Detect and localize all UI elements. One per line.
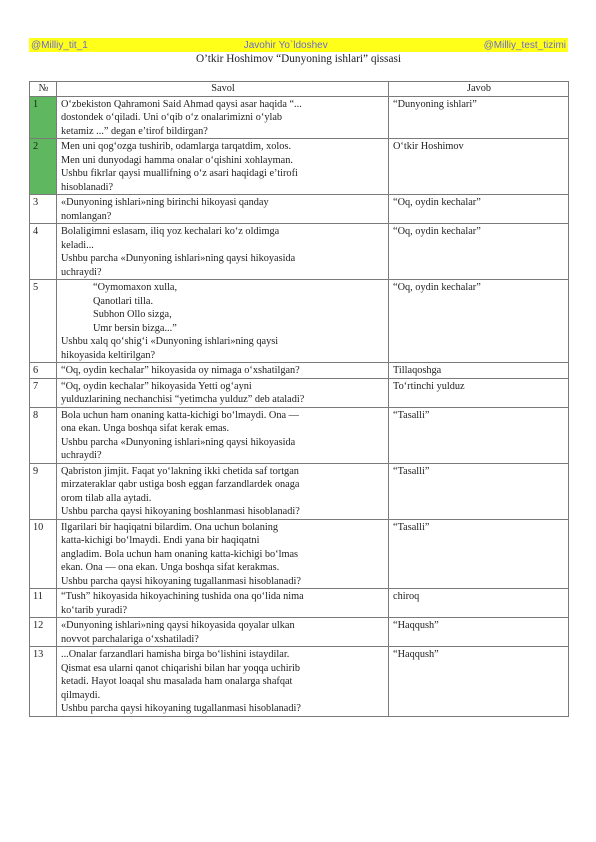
question-line: Ushbu fikrlar qaysi muallifning o‘z asari haqidagi e’tirofi (61, 168, 298, 179)
question-line: Ilgarilari bir haqiqatni bilardim. Ona uchun bolaning (61, 521, 279, 533)
question-cell (57, 224, 389, 280)
question-line: ketadi. Hayot loaqal shu masalada ham onalarga shafqat (61, 676, 293, 687)
question-line: uchraydi? (61, 450, 102, 461)
answer-cell: Tillaqoshga (389, 363, 569, 379)
question-line: uchraydi? (61, 266, 102, 278)
question-line: nomlangan? (61, 210, 112, 222)
question-line: qilmaydi. (61, 689, 101, 701)
question-line: novvot parchalariga o‘xshatiladi? (61, 633, 199, 645)
table-row (30, 407, 569, 463)
question-line: Qabriston jimjit. Faqat yo‘lakning ikki chetida saf tortgan (61, 465, 299, 477)
row-number: 12 (30, 618, 57, 647)
answer-cell: “Haqqush” (389, 618, 569, 647)
question-cell (57, 139, 389, 195)
question-line: Ushbu parcha «Dunyoning ishlari»ning qaysi hikoyasida (61, 436, 296, 448)
question-line: orom tilab alla aytadi. (61, 492, 152, 504)
answer-cell: “Haqqush” (389, 647, 569, 717)
page-title: O’tkir Hoshimov “Dunyoning ishlari” qissasi (195, 53, 401, 65)
row-number: 3 (30, 195, 57, 224)
question-line: “Oymomaxon xulla, (93, 282, 178, 293)
row-number: 5 (30, 280, 57, 363)
table-row (30, 280, 569, 363)
answer-cell: chiroq (389, 589, 569, 618)
row-number: 13 (30, 647, 57, 717)
answer-cell: “Dunyoning ishlari” (389, 96, 569, 139)
question-line: mirzateraklar qabr ustiga bosh eggan farzandlardek onaga (61, 479, 300, 490)
question-line: Ushbu parcha qaysi hikoyaning boshlanmasi hisoblanadi? (61, 506, 300, 517)
table-header-row (30, 82, 569, 97)
question-cell (57, 407, 389, 463)
row-number: 11 (30, 589, 57, 618)
question-cell (57, 618, 389, 647)
row-number: 6 (30, 363, 57, 379)
question-line: ona ekan. Unga boshqa sifat kerak emas. (61, 423, 230, 434)
answer-cell: “Tasalli” (389, 519, 569, 589)
question-line: Men uni qog‘ozga tushirib, odamlarga tarqatdim, xolos. (61, 141, 292, 152)
table-row (30, 96, 569, 139)
row-number: 2 (30, 139, 57, 195)
question-line: Qismat esa ularni qanot chiqarishi bilan har yoqqa uchirib (61, 662, 301, 674)
answer-cell: “Oq, oydin kechalar” (389, 195, 569, 224)
answer-cell: “Tasalli” (389, 463, 569, 519)
column-header-number: № (30, 82, 57, 97)
question-line: ketamiz ...” degan e’tirof bildirgan? (61, 125, 208, 137)
question-line: “Tush” hikoyasida hikoyachining tushida ona qo‘lida nima (61, 591, 304, 602)
question-line: Ushbu parcha qaysi hikoyaning tugallanmasi hisoblanadi? (61, 703, 301, 714)
answer-cell: “Oq, oydin kechalar” (389, 224, 569, 280)
row-number: 8 (30, 407, 57, 463)
question-line: “Oq, oydin kechalar” hikoyasida Yetti og‘ayni (61, 380, 252, 392)
column-header-answer: Javob (389, 82, 569, 97)
answer-cell: O‘tkir Hoshimov (389, 139, 569, 195)
question-line: “Oq, oydin kechalar” hikoyasida oy nimaga o‘xshatilgan? (61, 365, 300, 376)
question-cell (57, 519, 389, 589)
answer-cell: “Oq, oydin kechalar” (389, 280, 569, 363)
table-row (30, 647, 569, 717)
question-line: Bolaligimni eslasam, iliq yoz kechalari ko‘z oldimga (61, 226, 280, 237)
question-line: O‘zbekiston Qahramoni Said Ahmad qaysi asar haqida “... (61, 98, 302, 110)
table-row (30, 519, 569, 589)
question-cell (57, 647, 389, 717)
question-cell (57, 96, 389, 139)
question-line: ekan. Ona — ona ekan. Unga boshqa sifat kerakmas. (61, 562, 280, 573)
question-cell (57, 195, 389, 224)
question-line: hisoblanadi? (61, 181, 114, 193)
qa-table (29, 81, 569, 717)
question-line: «Dunyoning ishlari»ning birinchi hikoyasi qanday (61, 197, 269, 208)
table-row (30, 589, 569, 618)
table-row (30, 224, 569, 280)
table-row (30, 139, 569, 195)
question-line: dostondek o‘qiladi. Uni o‘qib o‘z onalarimizni o‘ylab (61, 112, 283, 123)
question-line: Ushbu parcha qaysi hikoyaning tugallanmasi hisoblanadi? (61, 575, 301, 587)
question-cell (57, 280, 389, 363)
question-cell (57, 378, 389, 407)
question-line: «Dunyoning ishlari»ning qaysi hikoyasida qoyalar ulkan (61, 620, 295, 631)
question-line: Men uni dunyodagi hamma onalar o‘qishini xohlayman. (61, 154, 293, 166)
question-line: hikoyasida keltirilgan? (61, 349, 156, 361)
banner-left-handle[interactable]: @Milliy_tit_1 (31, 39, 88, 51)
table-row (30, 195, 569, 224)
question-line: Qanotlari tilla. (93, 295, 154, 307)
header-banner (29, 38, 568, 52)
row-number: 1 (30, 96, 57, 139)
question-line: Bola uchun ham onaning katta-kichigi bo‘lmaydi. Ona — (61, 409, 299, 421)
question-line: Subhon Ollo sizga, (93, 309, 172, 320)
question-line: ko‘tarib yuradi? (61, 604, 128, 616)
answer-cell: To‘rtinchi yulduz (389, 378, 569, 407)
table-row (30, 463, 569, 519)
banner-author: Javohir Yo`ldoshev (243, 39, 328, 51)
table-row (30, 618, 569, 647)
question-cell (57, 589, 389, 618)
question-line: Ushbu parcha «Dunyoning ishlari»ning qaysi hikoyasida (61, 253, 296, 264)
question-cell (57, 363, 389, 379)
question-line: Ushbu xalq qo‘shig‘i «Dunyoning ishlari»ning qaysi (61, 336, 279, 347)
row-number: 10 (30, 519, 57, 589)
table-row (30, 363, 569, 379)
row-number: 9 (30, 463, 57, 519)
banner-right-handle[interactable]: @Milliy_test_tizimi (483, 39, 566, 51)
question-line: ...Onalar farzandlari hamisha birga bo‘lishini istaydilar. (61, 649, 290, 660)
question-line: katta-kichigi bo‘lmaydi. Endi yana bir haqiqatni (61, 535, 260, 546)
table-row (30, 378, 569, 407)
question-line: keladi... (61, 239, 94, 251)
column-header-question: Savol (57, 82, 389, 97)
row-number: 7 (30, 378, 57, 407)
question-cell (57, 463, 389, 519)
question-line: angladim. Bola uchun ham onaning katta-kichigi bo‘lmas (61, 548, 299, 560)
answer-cell: “Tasalli” (389, 407, 569, 463)
row-number: 4 (30, 224, 57, 280)
question-line: Umr bersin bizga...” (93, 322, 177, 334)
question-line: yulduzlarining nechanchisi “yetimcha yulduz” deb ataladi? (61, 394, 305, 405)
